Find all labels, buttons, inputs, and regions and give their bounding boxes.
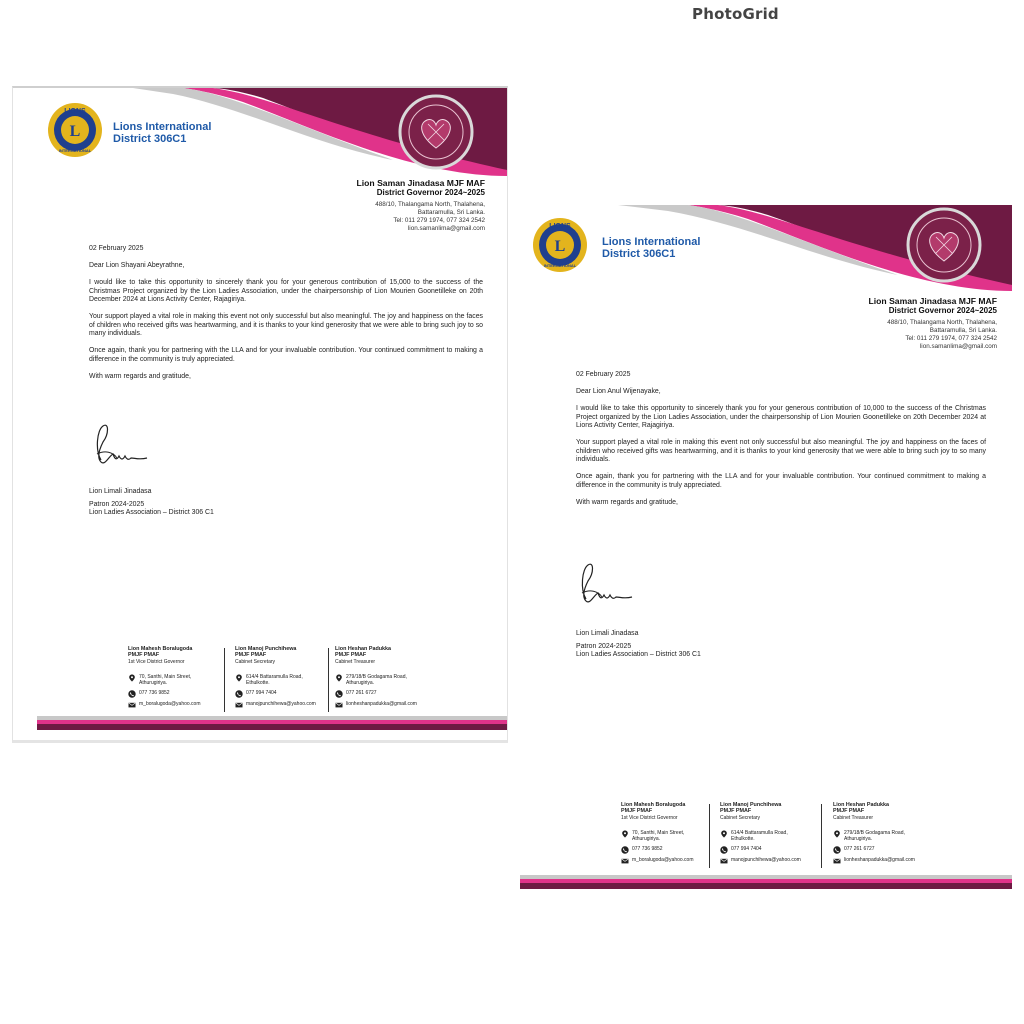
contact-email: manojpunchihewa@yahoo.com (246, 701, 316, 707)
governor-address-1: 488/10, Thalangama North, Thalahena, (887, 319, 997, 326)
email-icon (235, 701, 243, 709)
contact-phone: 077 994 7404 (731, 846, 762, 852)
contact-address-1: 279/18/B Godagama Road, (844, 830, 905, 836)
org-line-2: District 306C1 (113, 133, 187, 145)
contact-email: m_boralugoda@yahoo.com (632, 857, 694, 863)
phone-icon (833, 846, 841, 854)
signature (576, 559, 640, 609)
contact-address-2: Athurugiriya. (632, 836, 661, 842)
governor-name: Lion Saman Jinadasa MJF MAF (868, 296, 997, 306)
footer-contacts (621, 802, 931, 870)
governor-email: lion.samanlima@gmail.com (919, 343, 997, 350)
footer-contact-2 (720, 802, 815, 870)
contact-name: Lion Mahesh Boralugoda (621, 802, 686, 808)
footer-divider (709, 804, 710, 868)
contact-honors: PMJF PMAF (335, 652, 367, 659)
phone-icon (720, 846, 728, 854)
contact-address-2: Ethulkotte. (246, 680, 270, 686)
signer-role: Patron 2024-2025 (89, 500, 145, 508)
footer-contact-3 (833, 802, 931, 870)
letter-page-2 (518, 193, 1012, 898)
signature (91, 420, 155, 470)
contact-role: Cabinet Secretary (235, 658, 276, 665)
governor-title: District Governor 2024~2025 (376, 188, 485, 197)
signer-name: Lion Limali Jinadasa (89, 488, 152, 495)
paragraph-1: I would like to take this opportunity to sincerely thank you for your generous contribution of 15,000 to the success of the Christmas Project organized by the Lion Ladies Association, under the chairpersonship of Lion Mourien Goonetilleke on 20th December 2024 at Lions Activity Center, Rajagiriya. (89, 278, 483, 304)
photogrid-watermark: PhotoGrid (692, 5, 779, 23)
svg-text:L: L (554, 238, 566, 255)
contact-role: Cabinet Secretary (720, 814, 761, 821)
phone-icon (235, 690, 243, 698)
contact-role: Cabinet Treasurer (335, 658, 376, 665)
contact-name: Lion Heshan Padukka (335, 646, 392, 652)
contact-address-1: 70, Santhi, Main Street, (139, 674, 192, 680)
email-icon (335, 701, 343, 709)
governor-address-2: Battaramulla, Sri Lanka. (929, 327, 997, 334)
district-governor-block (357, 178, 485, 233)
footer-contact-1 (621, 802, 713, 870)
governor-address-2: Battaramulla, Sri Lanka. (417, 209, 485, 216)
svg-text:LIONS: LIONS (64, 108, 86, 115)
location-pin-icon (621, 830, 629, 838)
salutation: Dear Lion Shayani Abeyrathne, (89, 261, 185, 269)
footer-divider (224, 648, 225, 712)
contact-address-2: Ethulkotte. (731, 836, 755, 842)
location-pin-icon (235, 674, 243, 682)
governor-email: lion.samanlima@gmail.com (407, 225, 485, 232)
contact-role: 1st Vice District Governor (621, 814, 678, 821)
letterhead-banner (518, 193, 1012, 293)
signer-block (576, 630, 986, 660)
footer-stripes (520, 875, 1012, 889)
contact-name: Lion Manoj Punchihewa (235, 646, 297, 652)
contact-address-2: Athurugiriya. (139, 680, 168, 686)
contact-email: lionheshanpadukka@gmail.com (844, 857, 915, 863)
contact-phone: 077 261 6727 (346, 690, 377, 696)
letterhead-banner (13, 88, 507, 188)
contact-address-2: Athurugiriya. (844, 836, 873, 842)
district-governor-block (869, 296, 997, 351)
contact-name: Lion Heshan Padukka (833, 802, 890, 808)
footer-stripes (37, 716, 507, 730)
phone-icon (128, 690, 136, 698)
contact-address-1: 279/18/B Godagama Road, (346, 674, 407, 680)
signer-org: Lion Ladies Association – District 306 C1 (89, 509, 214, 517)
contact-role: 1st Vice District Governor (128, 658, 185, 665)
letter-body (576, 371, 986, 516)
signer-name: Lion Limali Jinadasa (576, 630, 639, 637)
org-name (602, 236, 700, 260)
email-icon (128, 701, 136, 709)
letter-date: 02 February 2025 (89, 245, 144, 252)
contact-honors: PMJF PMAF (833, 808, 865, 815)
svg-text:INTERNATIONAL: INTERNATIONAL (58, 148, 92, 153)
contact-honors: PMJF PMAF (235, 652, 267, 659)
governor-phone: Tel: 011 279 1974, 077 324 2542 (393, 217, 485, 224)
contact-honors: PMJF PMAF (621, 808, 653, 815)
org-name (113, 121, 211, 145)
footer-contact-2 (235, 646, 325, 714)
contact-address-1: 614/4 Battaramulla Road, (246, 674, 303, 680)
footer-contacts (128, 646, 428, 714)
contact-address-1: 70, Santhi, Main Street, (632, 830, 685, 836)
uplifting-hearts-emblem (906, 207, 982, 283)
paragraph-3: Once again, thank you for partnering with the LLA and for your invaluable contribution. Your continued commitment to making a difference in the community is truly appreciated. (89, 347, 483, 363)
contact-phone: 077 736 9852 (139, 690, 170, 696)
contact-email: lionheshanpadukka@gmail.com (346, 701, 417, 707)
org-line-1: Lions International (113, 121, 212, 133)
phone-icon (621, 846, 629, 854)
contact-phone: 077 994 7404 (246, 690, 277, 696)
contact-honors: PMJF PMAF (128, 652, 160, 659)
paragraph-1: I would like to take this opportunity to sincerely thank you for your generous contribution of 10,000 to the success of the Christmas Project organized by the Lion Ladies Association, under the chairpersonship of Lion Mourien Goonetilleke on 20th December 2024 at Lions Activity Center, Rajagiriya. (576, 404, 986, 430)
paragraph-2: Your support played a vital role in making this event not only successful but also meaningful. The joy and happiness on the faces of children who received gifts was heartwarming, and it is thanks to your kind generosity that we were able to bring such joy to so many individuals. (89, 313, 483, 338)
contact-address-1: 614/4 Battaramulla Road, (731, 830, 788, 836)
signer-role: Patron 2024-2025 (576, 642, 632, 650)
signer-block (89, 488, 483, 518)
location-pin-icon (720, 830, 728, 838)
governor-phone: Tel: 011 279 1974, 077 324 2542 (905, 335, 997, 342)
phone-icon (335, 690, 343, 698)
footer-divider (821, 804, 822, 868)
salutation: Dear Lion Anul Wijenayake, (576, 387, 661, 395)
governor-address-1: 488/10, Thalangama North, Thalahena, (375, 201, 485, 208)
location-pin-icon (335, 674, 343, 682)
letter-date: 02 February 2025 (576, 371, 631, 378)
contact-phone: 077 261 6727 (844, 846, 875, 852)
uplifting-hearts-emblem (398, 94, 474, 170)
letter-body (89, 245, 483, 390)
contact-role: Cabinet Treasurer (833, 814, 874, 821)
email-icon (720, 857, 728, 865)
letter-page-1 (12, 86, 508, 743)
email-icon (621, 857, 629, 865)
svg-text:L: L (69, 123, 81, 140)
email-icon (833, 857, 841, 865)
location-pin-icon (833, 830, 841, 838)
governor-title: District Governor 2024~2025 (888, 306, 997, 315)
contact-name: Lion Mahesh Boralugoda (128, 646, 193, 652)
closing: With warm regards and gratitude, (89, 372, 191, 380)
footer-contact-1 (128, 646, 218, 714)
svg-text:INTERNATIONAL: INTERNATIONAL (543, 263, 577, 268)
contact-phone: 077 736 9852 (632, 846, 663, 852)
footer-divider (328, 648, 329, 712)
lions-logo (47, 102, 103, 158)
location-pin-icon (128, 674, 136, 682)
contact-email: manojpunchihewa@yahoo.com (731, 857, 801, 863)
lions-logo (532, 217, 588, 273)
paragraph-3: Once again, thank you for partnering with the LLA and for your invaluable contribution. Your continued commitment to making a difference in the community is truly appreciated. (576, 473, 986, 489)
contact-address-2: Athurugiriya. (346, 680, 375, 686)
contact-honors: PMJF PMAF (720, 808, 752, 815)
footer-contact-3 (335, 646, 430, 714)
svg-text:LIONS: LIONS (549, 223, 571, 230)
org-line-2: District 306C1 (602, 248, 676, 260)
governor-name: Lion Saman Jinadasa MJF MAF (356, 178, 485, 188)
paragraph-2: Your support played a vital role in making this event not only successful but also meaningful. The joy and happiness on the faces of children who received gifts was heartwarming, and it is thanks to your kind generosity that we were able to bring such joy to so many individuals. (576, 439, 986, 464)
org-line-1: Lions International (602, 236, 701, 248)
signer-org: Lion Ladies Association – District 306 C1 (576, 651, 701, 659)
closing: With warm regards and gratitude, (576, 498, 678, 506)
contact-name: Lion Manoj Punchihewa (720, 802, 782, 808)
contact-email: m_boralugoda@yahoo.com (139, 701, 201, 707)
